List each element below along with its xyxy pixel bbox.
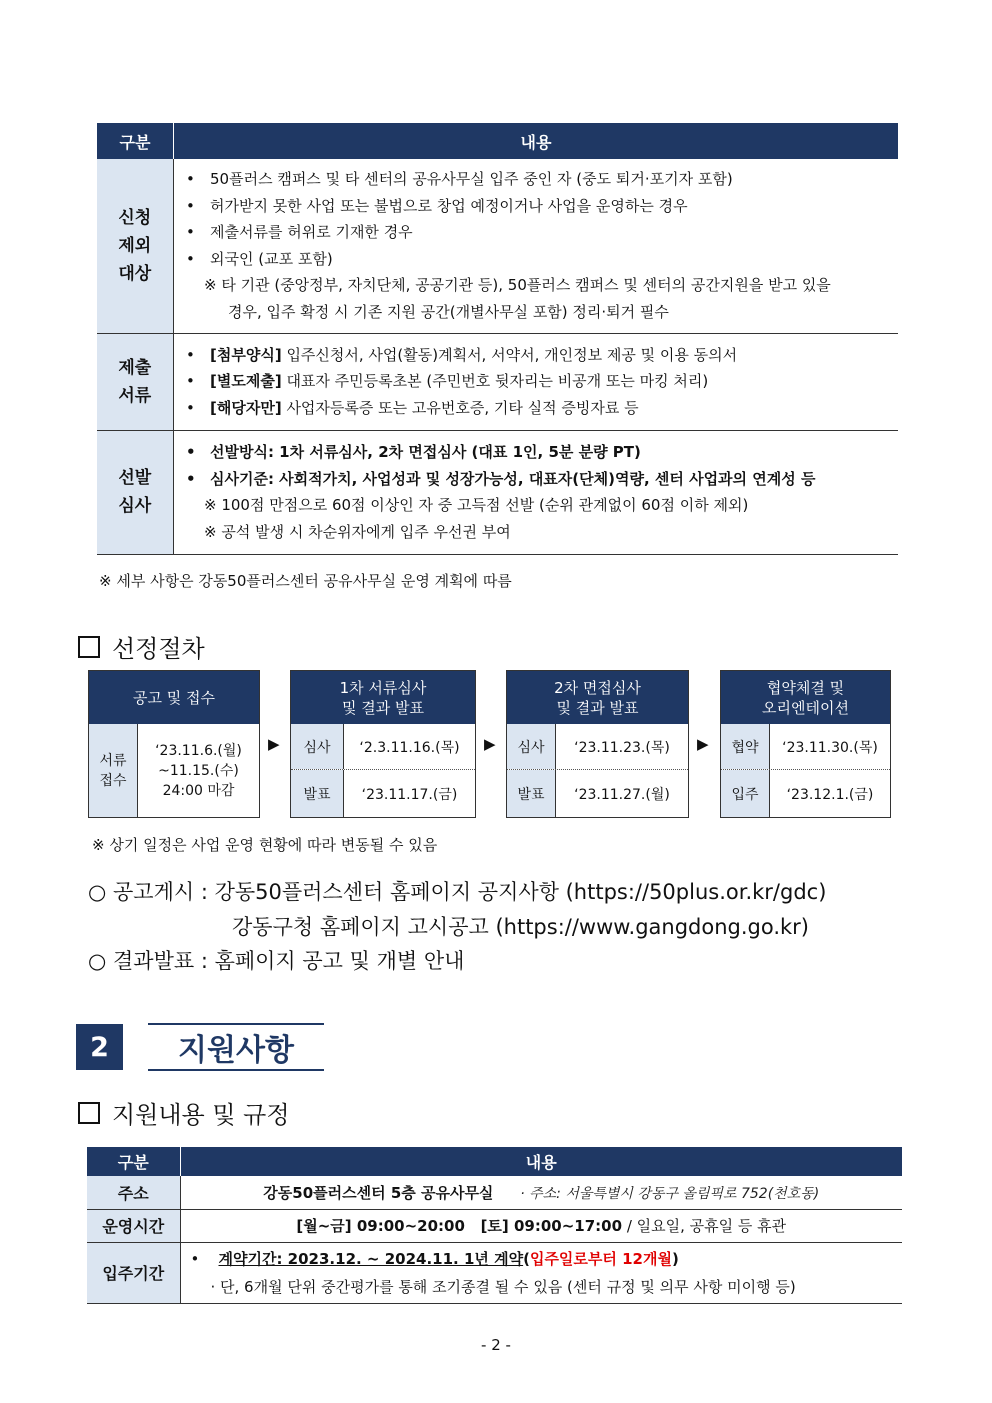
note: ※ 100점 만점으로 60점 이상인 자 중 고득점 선발 (순위 관계없이 60점 이하 제외) bbox=[204, 496, 749, 514]
list-item: [별도제출] 대표자 주민등록초본 (주민번호 뒷자리는 비공개 또는 마킹 처리) bbox=[210, 372, 709, 391]
row-label-hours: 운영시간 bbox=[87, 1209, 180, 1242]
row-content-documents: • [첨부양식] 입주신청서, 사업(활동)계획서, 서약서, 개인정보 제공 및 이용 동의서 • [별도제출] 대표자 주민등록초본 (주민번호 뒷자리는 비공개 또는 마킹 처리) • [해당자만] 사업자등록증 또는 고유번호증, 기타 실적 증빙자료 등 bbox=[174, 333, 899, 430]
list-item: 허가받지 못한 사업 또는 불법으로 창업 예정이거나 사업을 운영하는 경우 bbox=[210, 196, 688, 215]
list-item: 제출서류를 허위로 기재한 경우 bbox=[210, 223, 413, 242]
step-value: ‘23.12.1.(금) bbox=[786, 786, 874, 803]
row-content-address: 강동50플러스센터 5층 공유사무실 · 주소: 서울특별시 강동구 올림픽로 752(천호동) bbox=[180, 1176, 902, 1209]
step-label: 서류 접수 bbox=[99, 752, 127, 789]
row-category-selection: 선발 심사 bbox=[97, 430, 174, 554]
step-header: 공고 및 접수 bbox=[133, 688, 215, 707]
table-footnote: ※ 세부 사항은 강동50플러스센터 공유사무실 운영 계획에 따름 bbox=[99, 572, 512, 590]
step-value: ‘23.11.30.(목) bbox=[782, 739, 878, 756]
step-value: ‘23.11.27.(월) bbox=[574, 786, 670, 803]
step-label: 입주 bbox=[721, 770, 770, 817]
step-interview bbox=[506, 670, 689, 818]
row-category-documents: 제출 서류 bbox=[97, 333, 174, 430]
notice-announcement-continued: 강동구청 홈페이지 고시공고 (https://www.gangdong.go.kr) bbox=[232, 915, 810, 939]
list-item: [첨부양식] 입주신청서, 사업(활동)계획서, 서약서, 개인정보 제공 및 이용 동의서 bbox=[210, 345, 738, 364]
step-value: ‘2.3.11.16.(목) bbox=[359, 739, 460, 756]
checkbox-square-icon bbox=[78, 636, 100, 658]
step-label: 발표 bbox=[507, 770, 556, 817]
step-agreement bbox=[720, 670, 891, 818]
section-heading-selection: 선정절차 bbox=[78, 629, 205, 664]
step-header: 1차 서류심사 및 결과 발표 bbox=[339, 678, 427, 717]
row-category-excluded: 신청 제외 대상 bbox=[97, 159, 174, 333]
schedule-footnote: ※ 상기 일정은 사업 운영 현황에 따라 변동될 수 있음 bbox=[92, 836, 438, 854]
step-label: 발표 bbox=[291, 770, 344, 817]
row-content-excluded: • 50플러스 캠퍼스 및 타 센터의 공유사무실 입주 중인 자 (중도 퇴거·포기자 포함) • 허가받지 못한 사업 또는 불법으로 창업 예정이거나 사업을 운영하는 경우 • 제출서류를 허위로 기재한 경우 • 외국인 (교포 포함) ※ 타 기관 (중앙정부, 자치단체, 공공기관 등), 50플러스 캠퍼스 및 센터의 공간지원을 받고 있을 경우, 입주 확정 시 기존 지원 공간(개별사무실 포함) 정리·퇴거 필수 bbox=[174, 159, 899, 333]
step-value: ‘23.11.6.(월) ~11.15.(수) 24:00 마감 bbox=[155, 742, 242, 799]
section-heading-support: 지원내용 및 규정 bbox=[78, 1095, 290, 1130]
step-document-review bbox=[290, 670, 476, 818]
list-item: 외국인 (교포 포함) bbox=[210, 249, 333, 268]
note: ※ 공석 발생 시 차순위자에게 입주 우선권 부여 bbox=[204, 522, 511, 541]
page-number: - 2 - bbox=[481, 1336, 511, 1354]
list-item: 선발방식: 1차 서류심사, 2차 면접심사 (대표 1인, 5분 분량 PT) bbox=[210, 443, 641, 461]
step-header: 2차 면접심사 및 결과 발표 bbox=[554, 678, 641, 717]
step-label: 협약 bbox=[721, 724, 770, 769]
note: ※ 타 기관 (중앙정부, 자치단체, 공공기관 등), 50플러스 캠퍼스 및 센터의 공간지원을 받고 있을 bbox=[204, 276, 831, 295]
table-header-category: 구분 bbox=[87, 1147, 180, 1176]
notice-announcement: ○ 공고게시 : 강동50플러스센터 홈페이지 공지사항 (https://50plus.or.kr/gdc) bbox=[88, 880, 827, 904]
list-item: 심사기준: 사회적가치, 사업성과 및 성장가능성, 대표자(단체)역량, 센터 사업과의 연계성 등 bbox=[210, 469, 816, 488]
period-note: · 단, 6개월 단위 중간평가를 통해 조기종결 될 수 있음 (센터 규정 및 의무 사항 미이행 등) bbox=[210, 1277, 796, 1296]
table-header-content: 내용 bbox=[180, 1147, 902, 1176]
section-number: 2 bbox=[76, 1024, 123, 1070]
step-label: 심사 bbox=[507, 724, 556, 769]
checkbox-square-icon bbox=[78, 1102, 100, 1124]
step-value: ‘23.11.17.(금) bbox=[361, 786, 458, 803]
step-value: ‘23.11.23.(목) bbox=[574, 739, 670, 756]
step-label: 심사 bbox=[291, 724, 344, 769]
note-continued: 경우, 입주 확정 시 기존 지원 공간(개별사무실 포함) 정리·퇴거 필수 bbox=[228, 302, 669, 321]
list-item: [해당자만] 사업자등록증 또는 고유번호증, 기타 실적 증빙자료 등 bbox=[210, 398, 639, 417]
support-table bbox=[87, 1147, 902, 1304]
eligibility-table bbox=[96, 123, 898, 555]
arrow-right-icon: ▶ bbox=[484, 735, 496, 753]
table-header-content: 내용 bbox=[174, 123, 899, 159]
row-content-hours: [월~금] 09:00~20:00 [토] 09:00~17:00 / 일요일, 공휴일 등 휴관 bbox=[180, 1209, 902, 1242]
row-content-period: • 계약기간: 2023.12. ~ 2024.11. 1년 계약(입주일로부터 12개월) · 단, 6개월 단위 중간평가를 통해 조기종결 될 수 있음 (센터 규정 및 의무 사항 미이행 등) bbox=[180, 1242, 902, 1303]
table-header-category: 구분 bbox=[97, 123, 174, 159]
row-label-period: 입주기간 bbox=[87, 1242, 180, 1303]
row-label-address: 주소 bbox=[87, 1176, 180, 1209]
arrow-right-icon: ▶ bbox=[697, 735, 709, 753]
section-title: 지원사항 bbox=[148, 1023, 324, 1071]
notice-results: ○ 결과발표 : 홈페이지 공고 및 개별 안내 bbox=[88, 949, 465, 973]
step-announcement bbox=[88, 670, 260, 818]
row-content-selection: • 선발방식: 1차 서류심사, 2차 면접심사 (대표 1인, 5분 분량 PT) • 심사기준: 사회적가치, 사업성과 및 성장가능성, 대표자(단체)역량, 센터 사업과의 연계성 등 ※ 100점 만점으로 60점 이상인 자 중 고득점 선발 (순위 관계없이 60점 이하 제외) ※ 공석 발생 시 차순위자에게 입주 우선권 부여 bbox=[174, 430, 899, 554]
step-header: 협약체결 및 오리엔테이션 bbox=[762, 678, 849, 717]
list-item: 50플러스 캠퍼스 및 타 센터의 공유사무실 입주 중인 자 (중도 퇴거·포기자 포함) bbox=[210, 170, 733, 189]
arrow-right-icon: ▶ bbox=[268, 735, 280, 753]
